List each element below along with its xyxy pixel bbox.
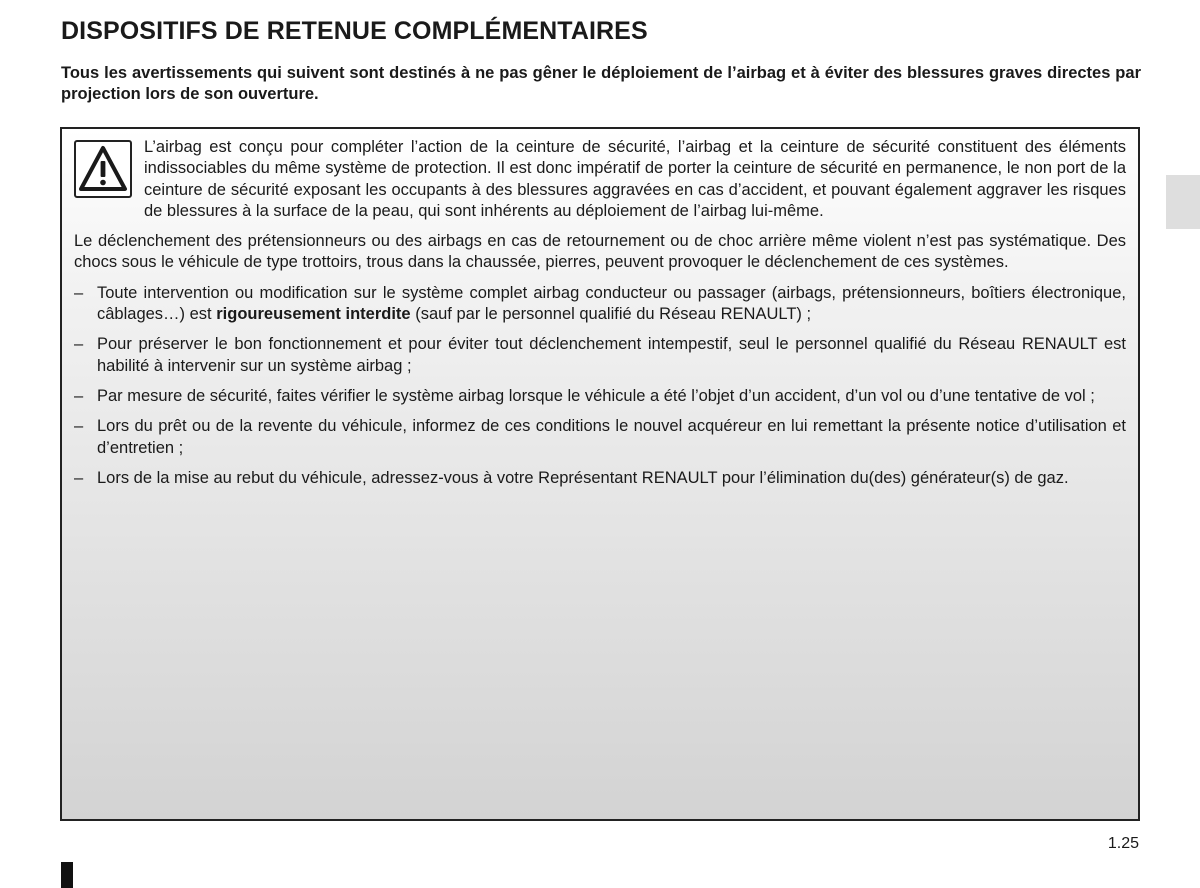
dash-marker: – (74, 386, 84, 405)
crop-mark (61, 862, 73, 888)
dash-marker: – (74, 468, 84, 487)
intro-text: Tous les avertissements qui suivent sont destinés à ne pas gêner le déploiement de l’airbag et à éviter des blessures graves directes par projection lors de son ouverture. (61, 64, 1141, 103)
list-item-text: Par mesure de sécurité, faites vérifier le système airbag lorsque le véhicule a été l’objet d’un accident, d’un vol ou d’une tentative de vol ; (97, 386, 1095, 405)
list-item (74, 386, 1126, 407)
warning-paragraph-2: Le déclenchement des prétensionneurs ou des airbags en cas de retournement ou de choc arrière même violent n’est pas systématique. Des chocs sous le véhicule de type trottoirs, trous dans la chaussée, pierres, peuvent provoquer le déclenchement de ces systèmes. (74, 232, 1126, 272)
dash-marker: – (74, 335, 84, 354)
list-item-bold-text: rigoureusement interdite (216, 305, 411, 324)
list-item (74, 283, 1126, 326)
warning-triangle-icon (74, 140, 132, 198)
chapter-tab (1166, 175, 1200, 229)
list-item-text: Pour préserver le bon fonctionnement et pour éviter tout déclenchement intempestif, seul le personnel qualifié du Réseau RENAULT est habilité à intervenir sur un système airbag ; (97, 335, 1126, 375)
warning-list (74, 283, 1126, 489)
warning-paragraph-1: L’airbag est conçu pour compléter l’action de la ceinture de sécurité, l’airbag et la ceinture de sécurité constituent des éléments indissociables du même système de protection. Il est donc impératif de porter la ceinture de sécurité en permanence, le non port de la ceinture de sécurité exposant les occupants à des blessures aggravées en cas d’accident, et pouvant également aggraver les risques de blessures à la surface de la peau, qui sont inhérents au déploiement de l’airbag lui-même. (144, 138, 1126, 220)
list-item-text-start: Toute intervention ou modification sur le système complet airbag conducteur ou passager (airbags, prétensionneurs, boîtiers électronique, câblages…) est (97, 283, 1126, 324)
list-item-text-end: (sauf par le personnel qualifié du Réseau RENAULT) ; (410, 305, 812, 324)
page-number: 1.25 (1107, 835, 1139, 852)
list-item-text: Lors de la mise au rebut du véhicule, adressez-vous à votre Représentant RENAULT pour l’élimination du(des) générateur(s) de gaz. (97, 468, 1069, 487)
list-item (74, 334, 1126, 377)
dash-marker: – (74, 283, 84, 302)
dash-marker: – (74, 417, 84, 436)
list-item (74, 468, 1126, 489)
page-title: DISPOSITIFS DE RETENUE COMPLÉMENTAIRES (61, 17, 648, 45)
list-item-text: Lors du prêt ou de la revente du véhicule, informez de ces conditions le nouvel acquéreur en lui remettant la présente notice d’utilisation et d’entretien ; (97, 417, 1126, 457)
warning-box (60, 127, 1140, 821)
list-item (74, 416, 1126, 459)
